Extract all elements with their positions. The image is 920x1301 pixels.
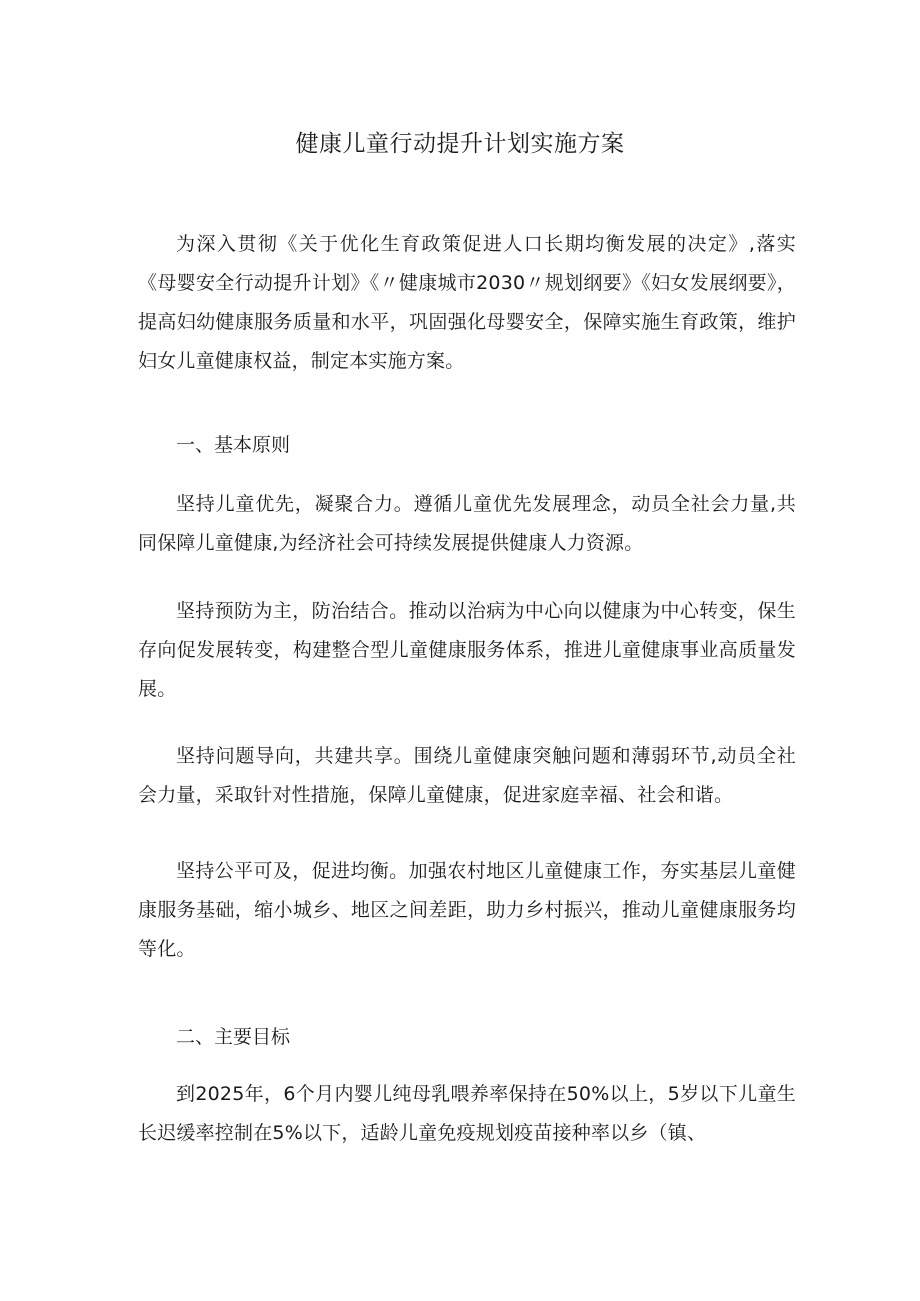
section-heading-principles: 一、基本原则 [176,434,291,456]
principle-paragraph-3: 坚持问题导向，共建共享。围绕儿童健康突触问题和薄弱环节,动员全社会力量，采取针对性措施，保障儿童健康，促进家庭幸福、社会和谐。 [138,745,796,806]
principle-paragraph-4: 坚持公平可及，促进均衡。加强农村地区儿童健康工作，夯实基层儿童健康服务基础，缩小城乡、地区之间差距，助力乡村振兴，推动儿童健康服务均等化。 [138,860,796,960]
principle-paragraph-1: 坚持儿童优先，凝聚合力。遵循儿童优先发展理念，动员全社会力量,共同保障儿童健康,为经济社会可持续发展提供健康人力资源。 [138,493,796,554]
principle-paragraph-2: 坚持预防为主，防治结合。推动以治病为中心向以健康为中心转变，保生存向促发展转变，构建整合型儿童健康服务体系，推进儿童健康事业高质量发展。 [138,600,796,700]
goal-paragraph-1: 到2025年，6个月内婴儿纯母乳喂养率保持在50%以上，5岁以下儿童生长迟缓率控制在5%以下，适龄儿童免疫规划疫苗接种率以乡（镇、 [138,1083,796,1144]
section-heading-goals: 二、主要目标 [176,1026,291,1048]
intro-paragraph: 为深入贯彻《关于优化生育政策促进人口长期均衡发展的决定》,落实《母婴安全行动提升计划》《〃健康城市2030〃规划纲要》《妇女发展纲要》，提高妇幼健康服务质量和水平，巩固强化母婴安全，保障实施生育政策，维护妇女儿童健康权益，制定本实施方案。 [138,233,796,372]
document-title: 健康儿童行动提升计划实施方案 [295,131,625,157]
